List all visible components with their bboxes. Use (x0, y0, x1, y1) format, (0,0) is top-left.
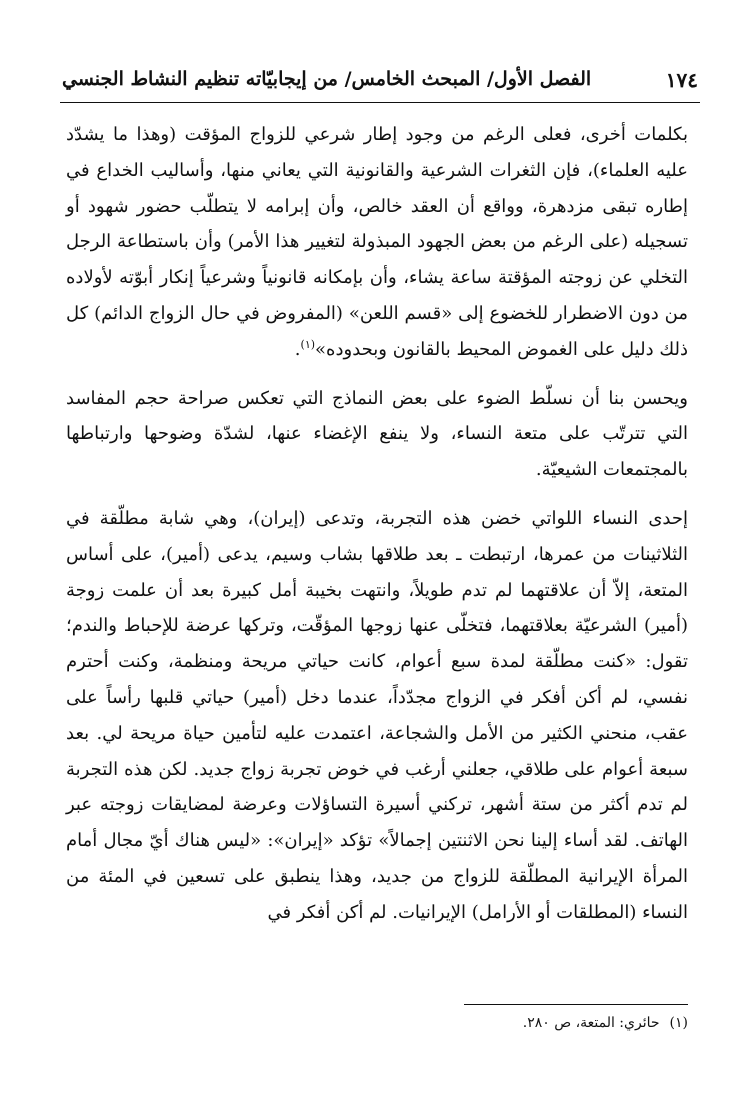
paragraph-1-text: بكلمات أخرى، فعلى الرغم من وجود إطار شرعي للزواج المؤقت (وهذا ما يشدّد عليه العلماء)، فإن الثغرات الشرعية والقانونية التي يعاني منها، وأساليب الخداع في إطاره تبقى مزدهرة، وواقع أن العقد خالص، وأن إبرامه لا يتطلّب حضور شهود أو تسجيله (على الرغم من بعض الجهود المبذولة لتغيير هذا الأمر) وأن باستطاعة الرجل التخلي عن زوجته المؤقتة ساعة يشاء، وأن بإمكانه قانونياً وشرعياً إنكار أبوّته لأولاده من دون الاضطرار للخضوع إلى «قسم اللعن» (المفروض في حال الزواج الدائم) كل ذلك دليل على الغموض المحيط بالقانون وبحدوده» (66, 124, 688, 360)
running-header (60, 62, 700, 103)
footnote-ref[interactable]: (١) (300, 337, 316, 351)
main-text (66, 117, 688, 931)
paragraph-3: إحدى النساء اللواتي خضن هذه التجربة، وتدعى (إيران)، وهي شابة مطلّقة في الثلاثينات من عمرها، ارتبطت ـ بعد طلاقها بشاب وسيم، يدعى (أمير)، على أساس المتعة، إلاّ أن علاقتهما لم تدم طويلاً، وانتهت بخيبة أمل كبيرة بعد أن علمت زوجة (أمير) الشرعيّة بعلاقتهما، فتخلّى عنها زوجها المؤقّت، وتركها عرضة للإحباط والندم؛ تقول: «كنت مطلّقة لمدة سبع أعوام، كانت حياتي مريحة ومنظمة، وكنت أحترم نفسي، لم أكن أفكر في الزواج مجدّداً، عندما دخل (أمير) حياتي قلبها رأساً على عقب، منحني الكثير من الأمل والشجاعة، اعتمدت عليه لتأمين حياة مريحة لي. بعد سبعة أعوام على طلاقي، جعلني أرغب في خوض تجربة زواج جديد. لكن هذه التجربة لم تدم أكثر من ستة أشهر، تركني أسيرة التساؤلات وعرضة لمضايقات زوجته عبر الهاتف. لقد أساء إلينا نحن الاثنتين إجمالاً» تؤكد «إيران»: «ليس هناك أيّ مجال أمام المرأة الإيرانية المطلّقة للزواج من جديد، وهذا ينطبق على تسعين في المئة من النساء (المطلقات أو الأرامل) الإيرانيات. لم أكن أفكر في (66, 507, 688, 923)
paragraph-2: ويحسن بنا أن نسلّط الضوء على بعض النماذج التي تعكس صراحة حجم المفاسد التي تترتّب على متعة النساء، ولا ينفع الإغضاء عنها، لشدّة وضوحها وارتباطها بالمجتمعات الشيعيّة. (66, 387, 688, 481)
paragraph-1 (66, 117, 688, 368)
footnote-text: حائري: المتعة، ص ٢٨٠. (522, 1015, 660, 1031)
paragraph-1-end: . (294, 338, 301, 360)
footnote-divider (464, 1004, 688, 1005)
page-number: ١٧٤ (665, 68, 698, 92)
footnote-number: (١) (669, 1015, 688, 1031)
running-title: الفصل الأول/ المبحث الخامس/ من إيجابيّاته تنظيم النشاط الجنسي (62, 68, 592, 90)
footnote (523, 1015, 688, 1031)
